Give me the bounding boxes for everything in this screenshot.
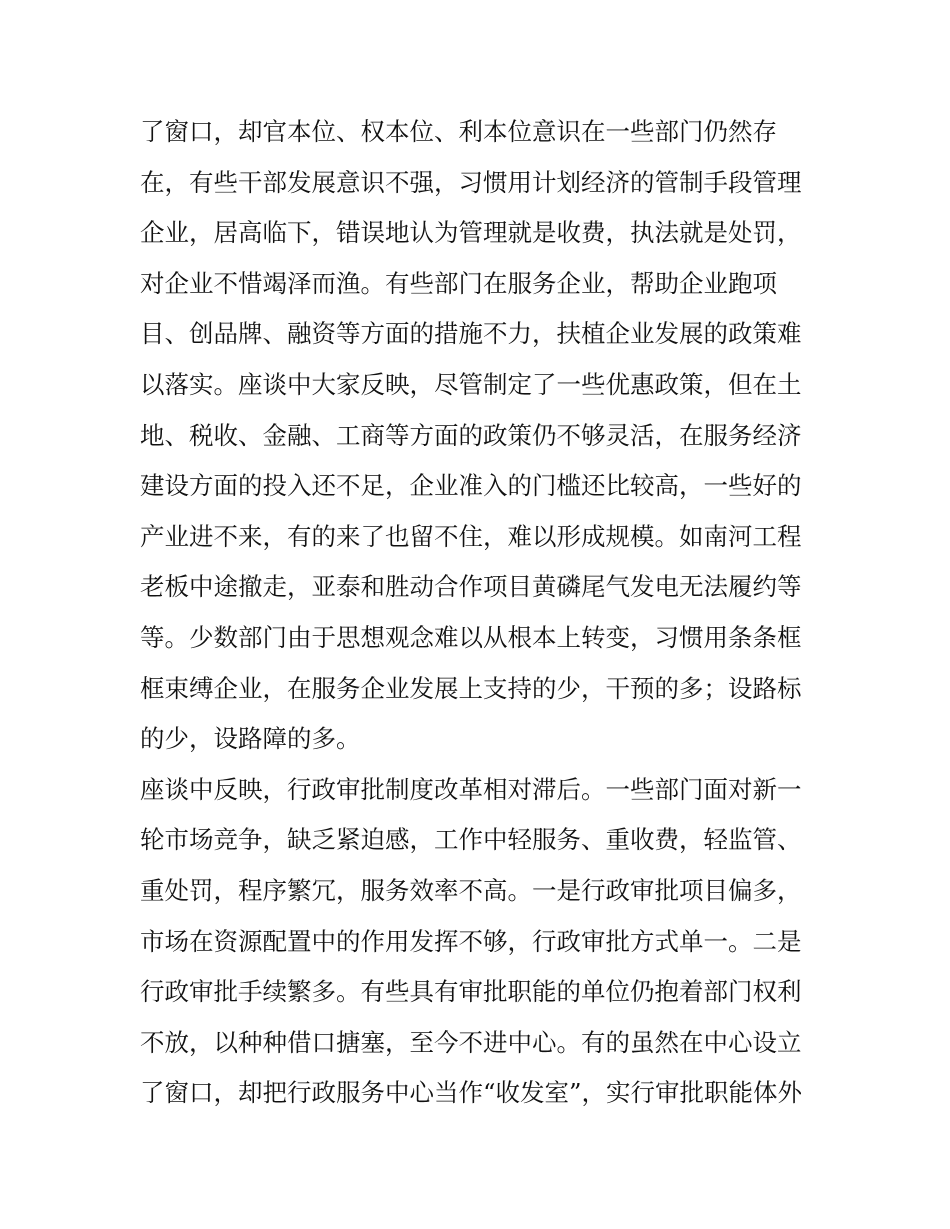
text-line-11: 等。少数部门由于思想观念难以从根本上转变，习惯用条条框	[140, 622, 802, 652]
text-line-14: 座谈中反映，行政审批制度改革相对滞后。一些部门面对新一	[140, 774, 802, 804]
body-text	[140, 107, 820, 1119]
text-line-1: 了窗口，却官本位、权本位、利本位意识在一些部门仍然存	[140, 117, 777, 146]
text-line-4: 对企业不惜竭泽而渔。有些部门在服务企业，帮助企业跑项	[140, 268, 777, 298]
text-line-5: 目、创品牌、融资等方面的措施不力，扶植企业发展的政策难	[140, 319, 802, 349]
text-line-7: 地、税收、金融、工商等方面的政策仍不够灵活，在服务经济	[140, 420, 802, 450]
text-line-20: 了窗口，却把行政服务中心当作“收发室”，实行审批职能体外	[140, 1078, 803, 1108]
text-line-17: 市场在资源配置中的作用发挥不够，行政审批方式单一。二是	[140, 926, 802, 956]
text-line-19: 不放，以种种借口搪塞，至今不进中心。有的虽然在中心设立	[140, 1027, 802, 1057]
text-line-2: 在，有些干部发展意识不强，习惯用计划经济的管制手段管理	[140, 167, 802, 197]
text-line-18: 行政审批手续繁多。有些具有审批职能的单位仍抱着部门权利	[140, 977, 802, 1007]
text-line-3: 企业，居高临下，错误地认为管理就是收费，执法就是处罚，	[140, 218, 802, 248]
text-line-12: 框束缚企业，在服务企业发展上支持的少，干预的多；设路标	[140, 673, 802, 703]
text-line-10: 老板中途撤走，亚泰和胜动合作项目黄磷尾气发电无法履约等	[140, 572, 802, 602]
text-line-15: 轮市场竞争，缺乏紧迫感，工作中轻服务、重收费，轻监管、	[140, 825, 802, 855]
text-line-16: 重处罚，程序繁冗，服务效率不高。一是行政审批项目偏多，	[140, 875, 802, 905]
text-line-6: 以落实。座谈中大家反映，尽管制定了一些优惠政策，但在土	[140, 369, 802, 399]
text-line-8: 建设方面的投入还不足，企业准入的门槛还比较高，一些好的	[140, 471, 802, 501]
text-line-13: 的少，设路障的多。	[140, 724, 361, 754]
text-line-9: 产业进不来，有的来了也留不住，难以形成规模。如南河工程	[140, 521, 802, 551]
